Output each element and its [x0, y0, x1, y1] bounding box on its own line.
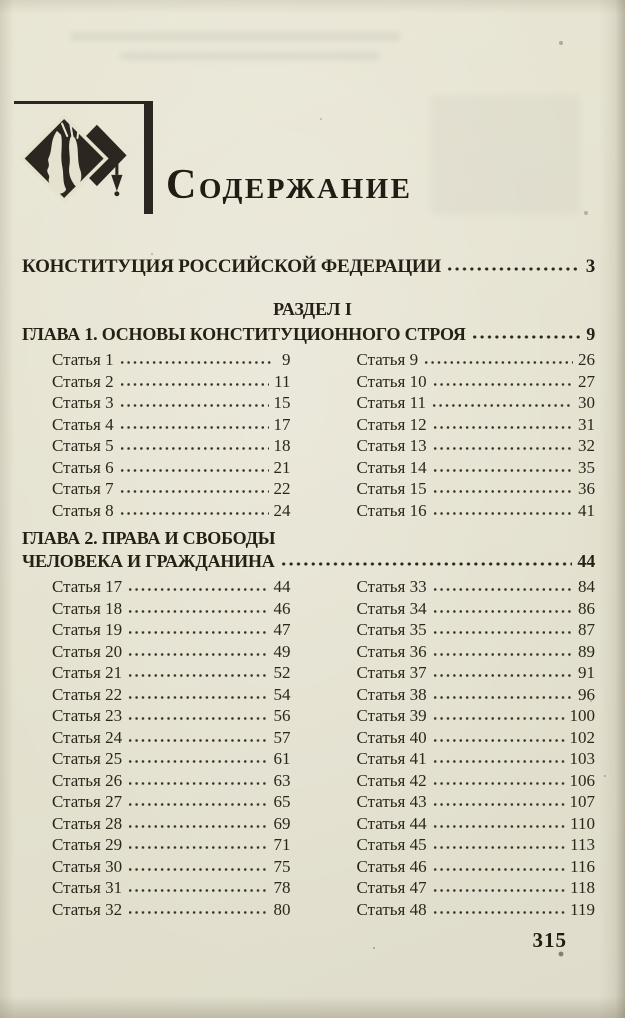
entry-label: Статья 11 — [356, 393, 426, 412]
entry-page: 32 — [578, 436, 595, 455]
toc-entry — [22, 835, 291, 857]
entry-label: Статья 12 — [356, 414, 427, 434]
toc-entry — [327, 857, 596, 879]
toc-entry — [327, 620, 596, 642]
entry-page: 56 — [273, 706, 291, 725]
dot-leader — [119, 382, 270, 387]
entry-label: Статья 41 — [356, 749, 427, 768]
dot-leader — [127, 630, 268, 635]
toc-entry — [22, 415, 291, 437]
entry-page: 57 — [273, 727, 291, 747]
articles-column-right — [327, 577, 596, 921]
page-showthrough — [120, 52, 380, 60]
entry-page: 61 — [273, 749, 291, 768]
chapter-2-heading-line2 — [22, 551, 595, 572]
entry-page: 63 — [273, 770, 291, 790]
dot-leader — [432, 781, 565, 786]
paper-speckles — [0, 0, 2, 2]
dot-leader — [432, 652, 573, 657]
dot-leader — [432, 738, 565, 743]
toc-entry — [327, 393, 596, 415]
entry-page: 86 — [578, 598, 595, 618]
chapter-page: 9 — [586, 324, 595, 344]
entry-label: Статья 5 — [52, 436, 114, 455]
dot-leader — [127, 781, 268, 786]
dot-leader — [127, 759, 268, 764]
entry-label: Статья 3 — [52, 393, 114, 412]
dot-leader — [127, 716, 268, 721]
entry-page: 116 — [570, 856, 595, 876]
toc-entry — [327, 479, 596, 501]
dot-leader — [127, 867, 268, 872]
toc-entry — [327, 814, 596, 836]
toc-entry — [327, 350, 596, 372]
entry-page: 18 — [273, 436, 291, 455]
dot-leader — [127, 845, 268, 850]
toc-entry — [22, 577, 291, 599]
entry-label: Статья 22 — [52, 684, 123, 704]
toc-entry — [327, 577, 596, 599]
toc-entry — [22, 350, 291, 372]
chapter-title: ЧЕЛОВЕКА И ГРАЖДАНИНА — [22, 551, 275, 571]
toc-entry — [22, 458, 291, 480]
entry-label: Статья 37 — [356, 663, 427, 682]
page-title — [166, 164, 413, 206]
entry-page: 30 — [578, 393, 595, 412]
entry-page: 100 — [569, 706, 595, 725]
toc-entry — [327, 599, 596, 621]
chapter-title: ГЛАВА 1. ОСНОВЫ КОНСТИТУЦИОННОГО СТРОЯ — [22, 324, 466, 344]
entry-label: Статья 4 — [52, 414, 114, 434]
entry-page: 103 — [569, 749, 595, 768]
entry-label: Статья 38 — [356, 684, 427, 704]
toc-entry — [22, 393, 291, 415]
dot-leader — [432, 695, 573, 700]
entry-page: 65 — [273, 792, 291, 811]
entry-page: 44 — [273, 577, 291, 596]
entry-label: Статья 13 — [356, 436, 427, 455]
toc-entry — [327, 501, 596, 523]
entry-label: Статья 1 — [52, 350, 114, 369]
dot-leader — [119, 425, 269, 430]
entry-label: Статья 7 — [52, 479, 114, 498]
entry-page: 87 — [578, 620, 595, 639]
entry-page: 96 — [578, 684, 595, 704]
entry-page: 9 — [282, 350, 291, 369]
dot-leader — [432, 425, 573, 430]
dot-leader — [432, 468, 573, 473]
chapter-1-articles — [22, 350, 595, 522]
dot-leader — [431, 403, 573, 408]
entry-label: Статья 47 — [356, 878, 427, 897]
dot-leader — [432, 489, 573, 494]
entry-label: Статья 15 — [356, 479, 427, 498]
entry-label: Статья 43 — [356, 792, 427, 811]
entry-page: 89 — [578, 641, 595, 661]
entry-page: 11 — [274, 371, 291, 391]
toc-entry — [22, 706, 291, 728]
entry-label: Статья 40 — [356, 727, 427, 747]
entry-label: КОНСТИТУЦИЯ РОССИЙСКОЙ ФЕДЕРАЦИИ — [22, 256, 442, 277]
toc-entry — [22, 857, 291, 879]
toc-entry — [327, 878, 596, 900]
toc-entry — [327, 771, 596, 793]
publisher-emblem-icon — [16, 110, 144, 208]
dot-leader — [127, 888, 268, 893]
dot-leader — [432, 382, 573, 387]
dot-leader — [432, 888, 566, 893]
entry-label: Статья 48 — [356, 899, 427, 919]
entry-page: 26 — [578, 350, 595, 369]
toc-entry — [22, 663, 291, 685]
toc-entry — [327, 835, 596, 857]
entry-page: 47 — [273, 620, 291, 639]
folio-page-number: 315 — [532, 928, 567, 952]
dot-leader — [119, 511, 269, 516]
entry-page: 106 — [569, 770, 595, 790]
entry-label: Статья 21 — [52, 663, 123, 682]
entry-page: 75 — [273, 856, 291, 876]
articles-column-left — [22, 577, 291, 921]
toc-entry — [22, 878, 291, 900]
entry-label: Статья 10 — [356, 371, 427, 391]
entry-label: Статья 23 — [52, 706, 123, 725]
entry-label: Статья 39 — [356, 706, 427, 725]
toc-entry — [327, 372, 596, 394]
entry-page: 110 — [570, 813, 595, 833]
entry-label: Статья 33 — [356, 577, 427, 596]
dot-leader — [119, 360, 272, 365]
entry-label: Статья 35 — [356, 620, 427, 639]
chapter-2-articles — [22, 577, 595, 921]
page-title-initial: С — [166, 162, 199, 208]
toc-entry — [327, 685, 596, 707]
entry-page: 21 — [273, 457, 291, 477]
toc-entry — [22, 620, 291, 642]
toc-entry — [327, 706, 596, 728]
dot-leader — [432, 802, 565, 807]
chapter-1-heading — [22, 324, 595, 345]
entry-page: 24 — [273, 500, 291, 520]
toc-entry-constitution — [22, 256, 595, 278]
dot-leader — [432, 824, 566, 829]
toc-entry — [22, 501, 291, 523]
toc-entry — [327, 415, 596, 437]
toc-entry — [22, 771, 291, 793]
toc-entry — [327, 642, 596, 664]
dot-leader — [432, 867, 566, 872]
masthead-rule-horizontal — [14, 101, 148, 104]
dot-leader — [432, 587, 573, 592]
entry-label: Статья 34 — [356, 598, 427, 618]
entry-label: Статья 16 — [356, 500, 427, 520]
entry-page: 46 — [273, 598, 291, 618]
dot-leader — [127, 673, 268, 678]
entry-page: 31 — [578, 414, 595, 434]
dot-leader — [432, 910, 566, 915]
entry-label: Статья 24 — [52, 727, 123, 747]
toc-entry — [327, 749, 596, 771]
toc-entry — [327, 728, 596, 750]
toc-entry — [22, 599, 291, 621]
dot-leader — [432, 511, 573, 516]
entry-page: 27 — [578, 371, 595, 391]
section-heading: РАЗДЕЛ I — [273, 299, 352, 319]
toc-entry — [22, 900, 291, 922]
dot-leader — [471, 334, 582, 340]
toc-entry — [327, 663, 596, 685]
entry-page: 91 — [578, 663, 595, 682]
dot-leader — [432, 673, 573, 678]
dot-leader — [127, 802, 268, 807]
entry-page: 49 — [273, 641, 291, 661]
entry-label: Статья 29 — [52, 835, 123, 854]
page-showthrough — [70, 32, 400, 41]
entry-page: 107 — [569, 792, 595, 811]
entry-page: 118 — [570, 878, 595, 897]
entry-label: Статья 45 — [356, 835, 427, 854]
chapter-page: 44 — [577, 551, 595, 571]
entry-page: 36 — [578, 479, 595, 498]
dot-leader — [423, 360, 573, 365]
entry-page: 102 — [569, 727, 595, 747]
entry-label: Статья 25 — [52, 749, 123, 768]
dot-leader — [119, 446, 269, 451]
entry-label: Статья 32 — [52, 899, 123, 919]
toc-entry — [22, 685, 291, 707]
dot-leader — [127, 738, 268, 743]
entry-label: Статья 20 — [52, 641, 123, 661]
dot-leader — [127, 695, 268, 700]
toc-entry — [22, 749, 291, 771]
entry-page: 52 — [273, 663, 291, 682]
entry-page: 84 — [578, 577, 595, 596]
entry-label: Статья 26 — [52, 770, 123, 790]
dot-leader — [432, 446, 573, 451]
page-showthrough — [430, 95, 580, 215]
entry-label: Статья 18 — [52, 598, 123, 618]
entry-label: Статья 30 — [52, 856, 123, 876]
entry-label: Статья 36 — [356, 641, 427, 661]
entry-page: 69 — [273, 813, 291, 833]
entry-page: 15 — [273, 393, 291, 412]
toc-entry — [327, 900, 596, 922]
entry-label: Статья 17 — [52, 577, 123, 596]
entry-page: 80 — [273, 899, 291, 919]
dot-leader — [446, 266, 581, 272]
entry-label: Статья 28 — [52, 813, 123, 833]
entry-label: Статья 42 — [356, 770, 427, 790]
page-title-rest: ОДЕРЖАНИЕ — [198, 173, 413, 205]
dot-leader — [127, 652, 268, 657]
entry-page: 119 — [570, 899, 595, 919]
dot-leader — [432, 609, 573, 614]
entry-page: 17 — [273, 414, 291, 434]
dot-leader — [432, 630, 573, 635]
entry-page: 41 — [578, 500, 595, 520]
dot-leader — [119, 403, 269, 408]
entry-label: Статья 27 — [52, 792, 123, 811]
toc-entry — [22, 479, 291, 501]
toc-entry — [327, 458, 596, 480]
entry-label: Статья 9 — [356, 350, 419, 369]
dot-leader — [432, 845, 566, 850]
dot-leader — [432, 716, 565, 721]
toc-entry — [22, 814, 291, 836]
entry-page: 113 — [570, 835, 595, 854]
entry-page: 78 — [273, 878, 291, 897]
dot-leader — [127, 824, 268, 829]
dot-leader — [432, 759, 565, 764]
entry-label: Статья 44 — [356, 813, 427, 833]
entry-page: 3 — [585, 256, 595, 277]
entry-label: Статья 6 — [52, 457, 114, 477]
dot-leader — [127, 609, 268, 614]
toc-entry — [22, 792, 291, 814]
entry-label: Статья 14 — [356, 457, 427, 477]
masthead-rule-vertical — [144, 101, 153, 214]
dot-leader — [280, 561, 573, 567]
entry-page: 54 — [273, 684, 291, 704]
entry-label: Статья 8 — [52, 500, 114, 520]
toc-entry — [327, 436, 596, 458]
toc-entry — [22, 728, 291, 750]
dot-leader — [119, 489, 269, 494]
toc-entry — [22, 372, 291, 394]
entry-label: Статья 31 — [52, 878, 123, 897]
entry-page: 71 — [273, 835, 291, 854]
dot-leader — [127, 587, 268, 592]
chapter-2-heading-line1: ГЛАВА 2. ПРАВА И СВОБОДЫ — [22, 528, 276, 548]
toc-entry — [327, 792, 596, 814]
toc-entry — [22, 642, 291, 664]
entry-label: Статья 2 — [52, 371, 114, 391]
entry-page: 22 — [273, 479, 291, 498]
entry-label: Статья 19 — [52, 620, 123, 639]
dot-leader — [119, 468, 269, 473]
articles-column-right — [327, 350, 596, 522]
entry-label: Статья 46 — [356, 856, 427, 876]
toc-entry — [22, 436, 291, 458]
articles-column-left — [22, 350, 291, 522]
entry-page: 35 — [578, 457, 595, 477]
dot-leader — [127, 910, 268, 915]
